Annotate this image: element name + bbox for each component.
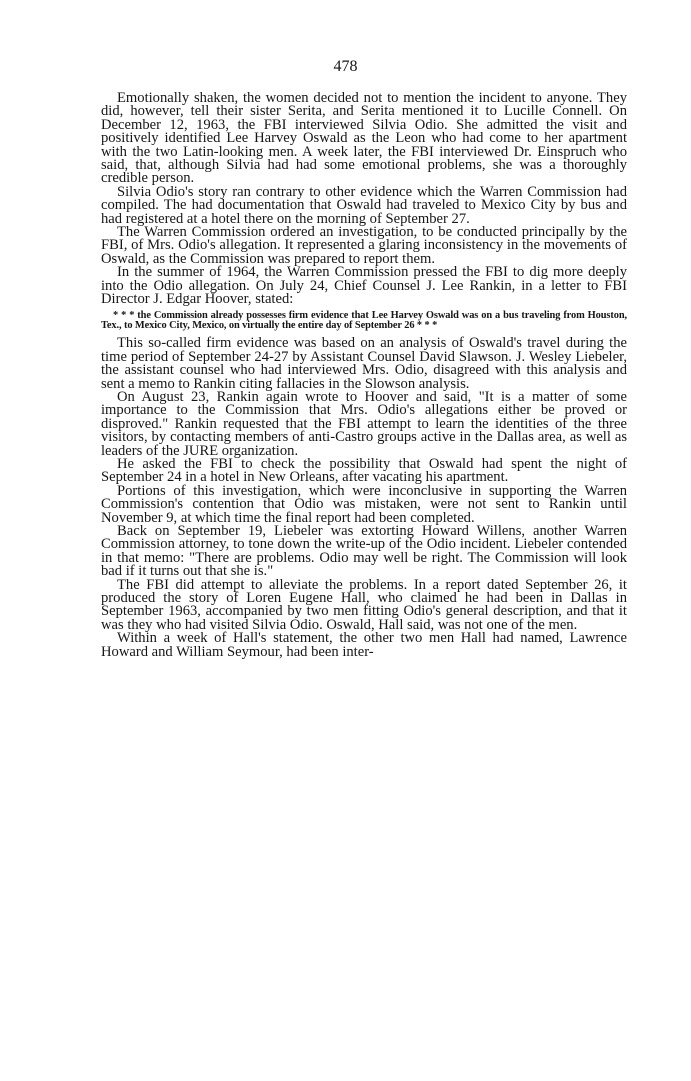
paragraph: On August 23, Rankin again wrote to Hoover and said, "It is a matter of some importance to the Commission that Mrs. Odio's allegations either be proved or disproved." Rankin requested that the FBI attempt to learn the identities of the three visitors, by contacting members of anti-Castro groups active in the Dallas area, as well as leaders of the JURE organization. (101, 388, 627, 459)
paragraph: Portions of this investigation, which were inconclusive in supporting the Warren Commission's contention that Odio was mistaken, were not sent to Rankin until November 9, at which time the final report had been completed. (101, 482, 627, 526)
paragraph: Silvia Odio's story ran contrary to other evidence which the Warren Commission had compiled. The had documentation that Oswald had traveled to Mexico City by bus and had registered at a hotel there on the morning of September 27. (101, 183, 627, 227)
paragraph: Within a week of Hall's statement, the other two men Hall had named, Lawrence Howard and William Seymour, had been inter- (101, 630, 627, 660)
paragraph: Back on September 19, Liebeler was extorting Howard Willens, another Warren Commission attorney, to tone down the write-up of the Odio incident. Liebeler contended in that memo: "There are problems. Odio may well be right. The Commission will look bad if it turns out that she is." (101, 523, 627, 580)
paragraph: The Warren Commission ordered an investigation, to be conducted principally by the FBI, of Mrs. Odio's allegation. It represented a glaring inconsistency in the movements of Oswald, as the Commission was prepared to report them. (101, 224, 627, 267)
paragraph: He asked the FBI to check the possibility that Oswald had spent the night of September 24 in a hotel in New Orleans, after vacating his apartment. (101, 455, 627, 486)
paragraph: Emotionally shaken, the women decided not to mention the incident to anyone. They did, however, tell their sister Serita, and Serita mentioned it to Lucille Connell. On December 12, 1963, the FBI interviewed Silvia Odio. She admitted the visit and positively identified Lee Harvey Oswald as the Leon who had come to her apartment with the two Latin-looking men. A week later, the FBI interviewed Dr. Einspruch who said, that, although Silvia had had some emotional problems, she was a thoroughly credible person. (101, 90, 627, 187)
body-text (101, 92, 627, 659)
page-number: 478 (333, 58, 358, 75)
paragraph: The FBI did attempt to alleviate the problems. In a report dated September 26, it produced the story of Loren Eugene Hall, who claimed he had been in Dallas in September 1963, accompanied by two men fitting Odio's general description, and that it was they who had visited Silvia Odio. Oswald, Hall said, was not one of the men. (101, 576, 627, 633)
paragraph: In the summer of 1964, the Warren Commission pressed the FBI to dig more deeply into the Odio allegation. On July 24, Chief Counsel J. Lee Rankin, in a letter to FBI Director J. Edgar Hoover, stated: (101, 264, 627, 308)
paragraph: This so-called firm evidence was based on an analysis of Oswald's travel during the time period of September 24-27 by Assistant Counsel David Slawson. J. Wesley Liebeler, the assistant counsel who had interviewed Mrs. Odio, disagreed with this analysis and sent a memo to Rankin citing fallacies in the Slowson analysis. (101, 335, 627, 392)
block-quote: * * * the Commission already possesses firm evidence that Lee Harvey Oswald was on a bus traveling from Houston, Tex., to Mexico City, Mexico, on virtually the entire day of September 26 * * * (101, 309, 627, 331)
